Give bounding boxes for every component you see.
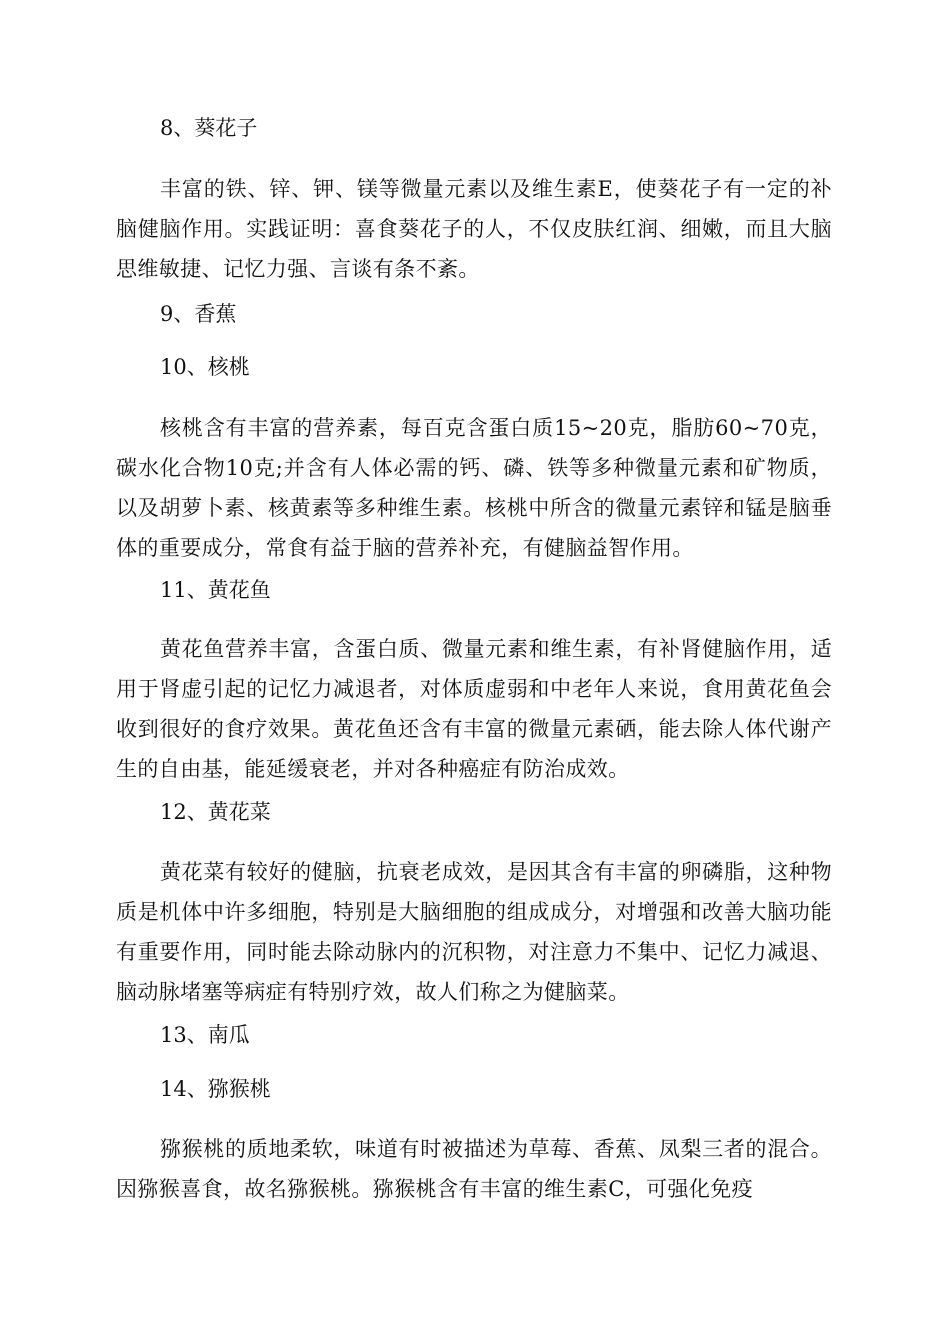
section-heading-yellow-croaker: 11、黄花鱼 — [160, 578, 271, 602]
section-text-daylily: 黄花菜有较好的健脑，抗衰老成效，是因其含有丰富的卵磷脂，这种物质是机体中许多细胞，特别是大脑细胞的组成成分，对增强和改善大脑功能有重要作用，同时能去除动脉内的沉积物，对注意力不集中、记忆力减退、脑动脉堵塞等病症有特别疗效，故人们称之为健脑菜。 — [116, 860, 832, 1004]
section-heading-pumpkin: 13、南瓜 — [160, 1023, 250, 1047]
section-text-walnut: 核桃含有丰富的营养素，每百克含蛋白质15~20克，脂肪60~70克，碳水化合物10克;并含有人体必需的钙、磷、铁等多种微量元素和矿物质，以及胡萝卜素、核黄素等多种维生素。核桃中所含的微量元素锌和锰是脑垂体的重要成分，常食有益于脑的营养补充，有健脑益智作用。 — [116, 416, 832, 560]
section-heading-sunflower-seeds: 8、葵花子 — [160, 116, 258, 140]
section-heading-kiwifruit: 14、猕猴桃 — [160, 1077, 271, 1101]
section-heading-banana: 9、香蕉 — [160, 302, 237, 326]
document-page — [116, 0, 832, 1344]
section-text-kiwifruit: 猕猴桃的质地柔软，味道有时被描述为草莓、香蕉、凤梨三者的混合。因猕猴喜食，故名猕猴桃。猕猴桃含有丰富的维生素C，可强化免疫 — [116, 1137, 832, 1201]
section-heading-daylily: 12、黄花菜 — [160, 800, 271, 824]
section-text-yellow-croaker: 黄花鱼营养丰富，含蛋白质、微量元素和维生素，有补肾健脑作用，适用于肾虚引起的记忆力减退者，对体质虚弱和中老年人来说，食用黄花鱼会收到很好的食疗效果。黄花鱼还含有丰富的微量元素硒，能去除人体代谢产生的自由基，能延缓衰老，并对各种癌症有防治成效。 — [116, 637, 832, 781]
section-text-sunflower-seeds: 丰富的铁、锌、钾、镁等微量元素以及维生素E，使葵花子有一定的补脑健脑作用。实践证明：喜食葵花子的人，不仅皮肤红润、细嫩，而且大脑思维敏捷、记忆力强、言谈有条不紊。 — [116, 177, 832, 281]
section-heading-walnut: 10、核桃 — [160, 355, 250, 379]
